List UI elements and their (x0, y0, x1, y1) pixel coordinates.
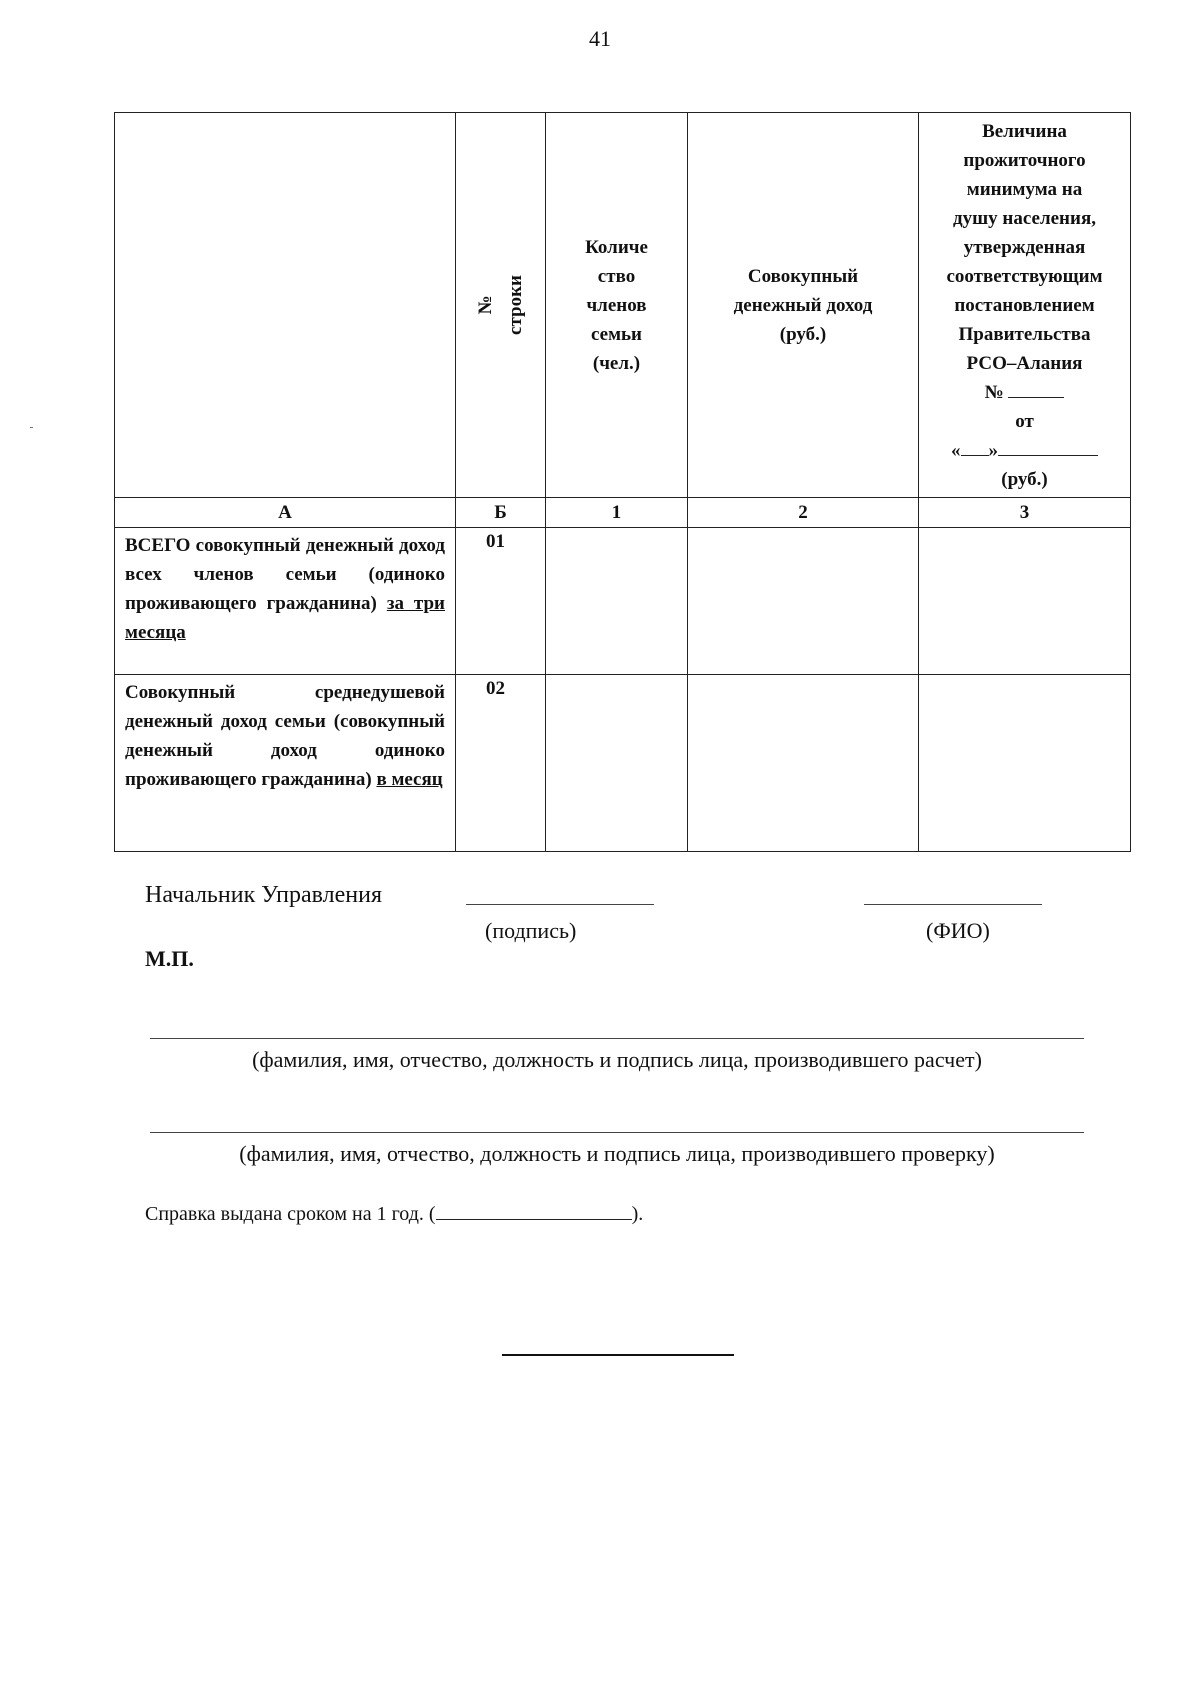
name-caption: (ФИО) (926, 918, 990, 943)
value-cell-members[interactable] (546, 528, 688, 675)
value-cell-minimum[interactable] (919, 528, 1131, 675)
header-line: Правительства (958, 323, 1091, 345)
number-sign: № (984, 381, 1004, 403)
row-number-cell (456, 675, 546, 852)
header-row-number-label (471, 275, 531, 335)
closing-rule (502, 1354, 734, 1356)
date-day-blank (961, 437, 989, 456)
header-line: Совокупный (747, 265, 859, 287)
resolution-number-blank (1008, 379, 1064, 398)
validity-text: Справка выдана сроком на 1 год. ( (145, 1203, 436, 1225)
value-cell-minimum[interactable] (919, 675, 1131, 852)
header-line: душу населения, (953, 207, 1096, 229)
header-cell-row-number (456, 113, 546, 498)
validity-close: ). (631, 1203, 644, 1225)
header-cell-description (115, 113, 456, 498)
table-index-row (115, 498, 1131, 528)
header-line: РСО–Алания (966, 352, 1083, 374)
header-line: постановлением (954, 294, 1095, 316)
header-line: минимума на (966, 178, 1083, 200)
date-month-year-blank (998, 437, 1098, 456)
header-line: денежный доход (733, 294, 873, 316)
resolution-from-label: от (1015, 410, 1034, 432)
row-number-cell (456, 528, 546, 675)
signature-line[interactable] (466, 904, 654, 905)
value-cell-income[interactable] (688, 675, 919, 852)
table-row (115, 528, 1131, 675)
header-line: прожиточного (963, 149, 1086, 171)
income-calculation-table (114, 112, 1131, 852)
quote-close: » (988, 439, 998, 461)
value-cell-members[interactable] (546, 675, 688, 852)
row-period-text: за три месяца (125, 593, 445, 643)
row-description-cell (115, 528, 456, 675)
header-line: Величина (982, 120, 1067, 142)
verified-by-caption: (фамилия, имя, отчество, должность и подпись лица, производившего проверку) (239, 1141, 995, 1166)
row-description-cell (115, 675, 456, 852)
resolution-number-line (919, 378, 1130, 407)
table-header-row (115, 113, 1131, 498)
header-row-number-word: строки (504, 275, 526, 335)
row-description (115, 528, 455, 647)
row-description (115, 675, 455, 794)
signatory-title: Начальник Управления (145, 882, 382, 908)
calculated-by-caption: (фамилия, имя, отчество, должность и подпись лица, производившего расчет) (252, 1047, 982, 1072)
signature-caption: (подпись) (485, 918, 577, 943)
validity-date-blank[interactable] (436, 1203, 632, 1220)
header-line: утвержденная (963, 236, 1086, 258)
value-cell-income[interactable] (688, 528, 919, 675)
scan-speck (30, 427, 33, 428)
index-cell: 1 (546, 498, 688, 528)
row-description-text: ВСЕГО совокупный денежный доход всех членов семьи (одиноко проживающего гражданина) (125, 535, 445, 614)
header-unit: (руб.) (1001, 468, 1048, 490)
calculated-by-line[interactable] (150, 1038, 1084, 1039)
row-number: 02 (486, 678, 505, 699)
row-number: 01 (486, 531, 505, 552)
header-line: соответствующим (946, 265, 1103, 287)
header-row-number-sign: № (474, 295, 496, 315)
table-row (115, 675, 1131, 852)
resolution-date-line (919, 436, 1130, 465)
certificate-validity (145, 1203, 643, 1226)
index-cell: 2 (688, 498, 919, 528)
stamp-place: М.П. (145, 946, 194, 971)
header-line: членов (586, 294, 647, 316)
index-cell: 3 (919, 498, 1131, 528)
quote-open: « (951, 439, 961, 461)
header-line: (чел.) (592, 352, 641, 374)
header-cell-family-members (546, 113, 688, 498)
header-cell-total-income (688, 113, 919, 498)
header-line: (руб.) (779, 323, 827, 345)
index-cell: Б (456, 498, 546, 528)
row-period-text: в месяц (376, 769, 443, 790)
header-line: ство (597, 265, 636, 287)
index-cell: А (115, 498, 456, 528)
page-number: 41 (589, 26, 611, 51)
header-cell-subsistence-minimum (919, 113, 1131, 498)
row-description-text: Совокупный среднедушевой денежный доход семьи (совокупный денежный доход одиноко проживающего гражданина) (125, 682, 445, 790)
header-line: семьи (590, 323, 643, 345)
verified-by-line[interactable] (150, 1132, 1084, 1133)
header-line: Количе (585, 236, 648, 258)
name-line[interactable] (864, 904, 1042, 905)
